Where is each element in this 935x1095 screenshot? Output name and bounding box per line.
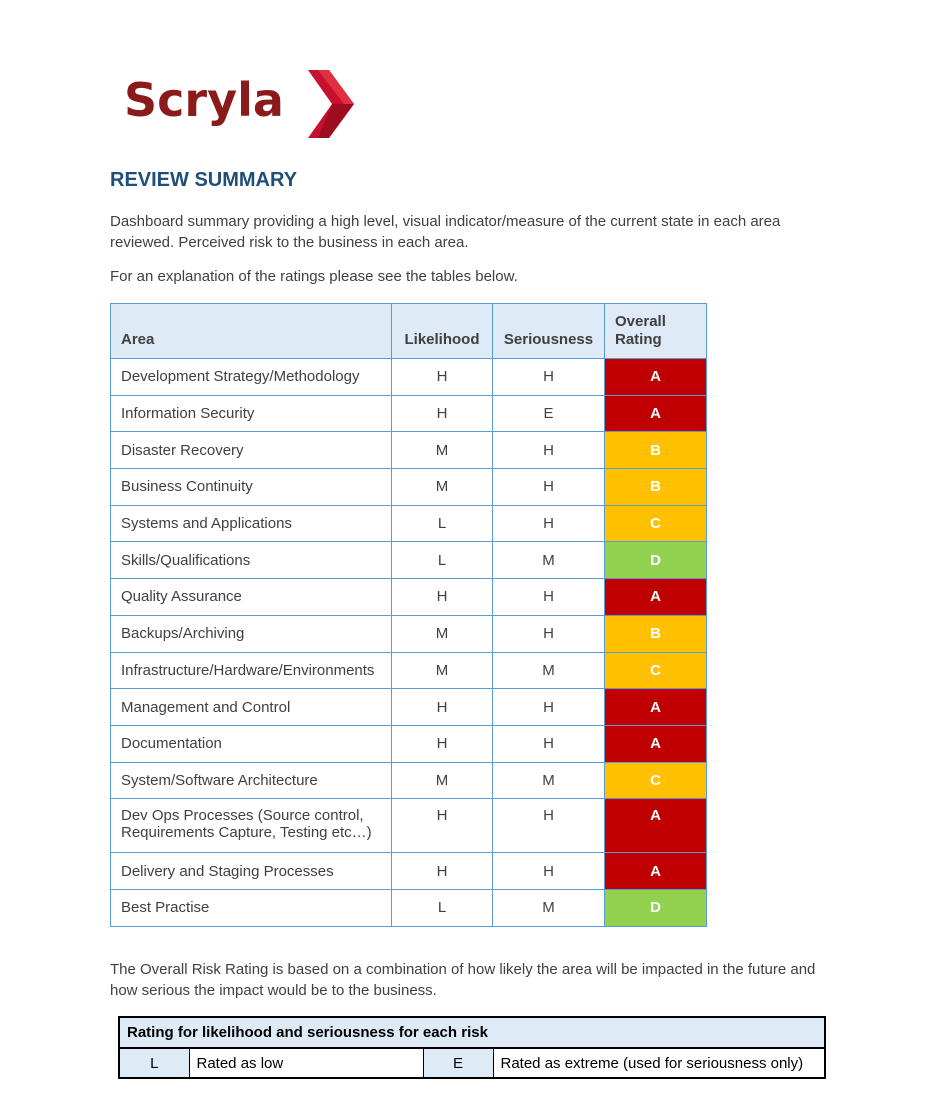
likelihood-cell: M	[392, 762, 493, 799]
likelihood-cell: H	[392, 579, 493, 616]
header-overall-rating: Overall Rating	[605, 304, 707, 359]
overall-rating-cell: A	[605, 799, 707, 853]
likelihood-cell: L	[392, 889, 493, 926]
table-row	[111, 799, 707, 853]
intro-text: Dashboard summary providing a high level, visual indicator/measure of the current state in each area reviewed. Perceived risk to the business in each area.	[110, 213, 781, 251]
legend-header-row	[119, 1017, 825, 1048]
likelihood-cell: H	[392, 853, 493, 890]
legend-desc-extreme: Rated as extreme (used for seriousness only)	[493, 1048, 825, 1078]
likelihood-cell: M	[392, 652, 493, 689]
overall-rating-cell: C	[605, 505, 707, 542]
table-row	[111, 725, 707, 762]
overall-rating-cell: A	[605, 395, 707, 432]
area-cell: Skills/Qualifications	[111, 542, 392, 579]
overall-rating-cell: C	[605, 652, 707, 689]
seriousness-cell: H	[493, 615, 605, 652]
table-row	[111, 395, 707, 432]
table-header-row	[111, 304, 707, 359]
seriousness-cell: H	[493, 725, 605, 762]
header-likelihood: Likelihood	[392, 304, 493, 359]
table-row	[111, 853, 707, 890]
seriousness-cell: M	[493, 889, 605, 926]
likelihood-cell: H	[392, 725, 493, 762]
table-row	[111, 762, 707, 799]
area-cell: Delivery and Staging Processes	[111, 853, 392, 890]
table-row	[111, 579, 707, 616]
seriousness-cell: H	[493, 853, 605, 890]
likelihood-cell: M	[392, 615, 493, 652]
explanation-text: For an explanation of the ratings please see the tables below.	[110, 268, 518, 285]
header-area: Area	[111, 304, 392, 359]
likelihood-cell: L	[392, 505, 493, 542]
area-cell: Disaster Recovery	[111, 432, 392, 469]
seriousness-cell: H	[493, 359, 605, 396]
seriousness-cell: M	[493, 762, 605, 799]
legend-row	[119, 1048, 825, 1078]
area-cell: Development Strategy/Methodology	[111, 359, 392, 396]
overall-rating-cell: A	[605, 359, 707, 396]
overall-rating-cell: A	[605, 689, 707, 726]
overall-rating-cell: A	[605, 579, 707, 616]
overall-rating-cell: B	[605, 432, 707, 469]
area-cell: Backups/Archiving	[111, 615, 392, 652]
likelihood-cell: H	[392, 799, 493, 853]
legend-key-low: L	[119, 1048, 189, 1078]
area-cell: System/Software Architecture	[111, 762, 392, 799]
seriousness-cell: H	[493, 469, 605, 506]
overall-rating-cell: D	[605, 542, 707, 579]
table-row	[111, 359, 707, 396]
legend-desc-low: Rated as low	[189, 1048, 423, 1078]
likelihood-cell: M	[392, 469, 493, 506]
legend-title: Rating for likelihood and seriousness for each risk	[119, 1017, 825, 1048]
rating-legend-table	[118, 1016, 826, 1079]
seriousness-cell: H	[493, 579, 605, 616]
header-seriousness: Seriousness	[493, 304, 605, 359]
likelihood-cell: L	[392, 542, 493, 579]
area-cell: Best Practise	[111, 889, 392, 926]
table-row	[111, 505, 707, 542]
area-cell: Information Security	[111, 395, 392, 432]
svg-text:Scryla: Scryla	[124, 73, 284, 127]
table-row	[111, 542, 707, 579]
area-cell: Quality Assurance	[111, 579, 392, 616]
legend-key-extreme: E	[423, 1048, 493, 1078]
overall-rating-cell: B	[605, 615, 707, 652]
overall-rating-cell: B	[605, 469, 707, 506]
seriousness-cell: M	[493, 652, 605, 689]
likelihood-cell: H	[392, 395, 493, 432]
table-row	[111, 432, 707, 469]
seriousness-cell: H	[493, 505, 605, 542]
table-row	[111, 889, 707, 926]
table-row	[111, 615, 707, 652]
area-cell: Documentation	[111, 725, 392, 762]
area-cell: Management and Control	[111, 689, 392, 726]
seriousness-cell: E	[493, 395, 605, 432]
likelihood-cell: M	[392, 432, 493, 469]
overall-rating-cell: C	[605, 762, 707, 799]
seriousness-cell: H	[493, 799, 605, 853]
likelihood-cell: H	[392, 689, 493, 726]
area-cell: Dev Ops Processes (Source control, Requirements Capture, Testing etc…)	[111, 799, 392, 853]
area-cell: Systems and Applications	[111, 505, 392, 542]
overall-rating-cell: A	[605, 853, 707, 890]
table-row	[111, 469, 707, 506]
area-cell: Infrastructure/Hardware/Environments	[111, 652, 392, 689]
overall-rating-cell: A	[605, 725, 707, 762]
seriousness-cell: H	[493, 689, 605, 726]
likelihood-cell: H	[392, 359, 493, 396]
seriousness-cell: M	[493, 542, 605, 579]
rating-basis-text: The Overall Risk Rating is based on a combination of how likely the area will be impacted in the future and how serious the impact would be to the business.	[110, 961, 816, 999]
scryla-logo	[122, 66, 362, 142]
overall-rating-cell: D	[605, 889, 707, 926]
seriousness-cell: H	[493, 432, 605, 469]
table-row	[111, 689, 707, 726]
table-row	[111, 652, 707, 689]
page-title: REVIEW SUMMARY	[110, 169, 298, 191]
review-summary-table	[110, 303, 707, 927]
area-cell: Business Continuity	[111, 469, 392, 506]
